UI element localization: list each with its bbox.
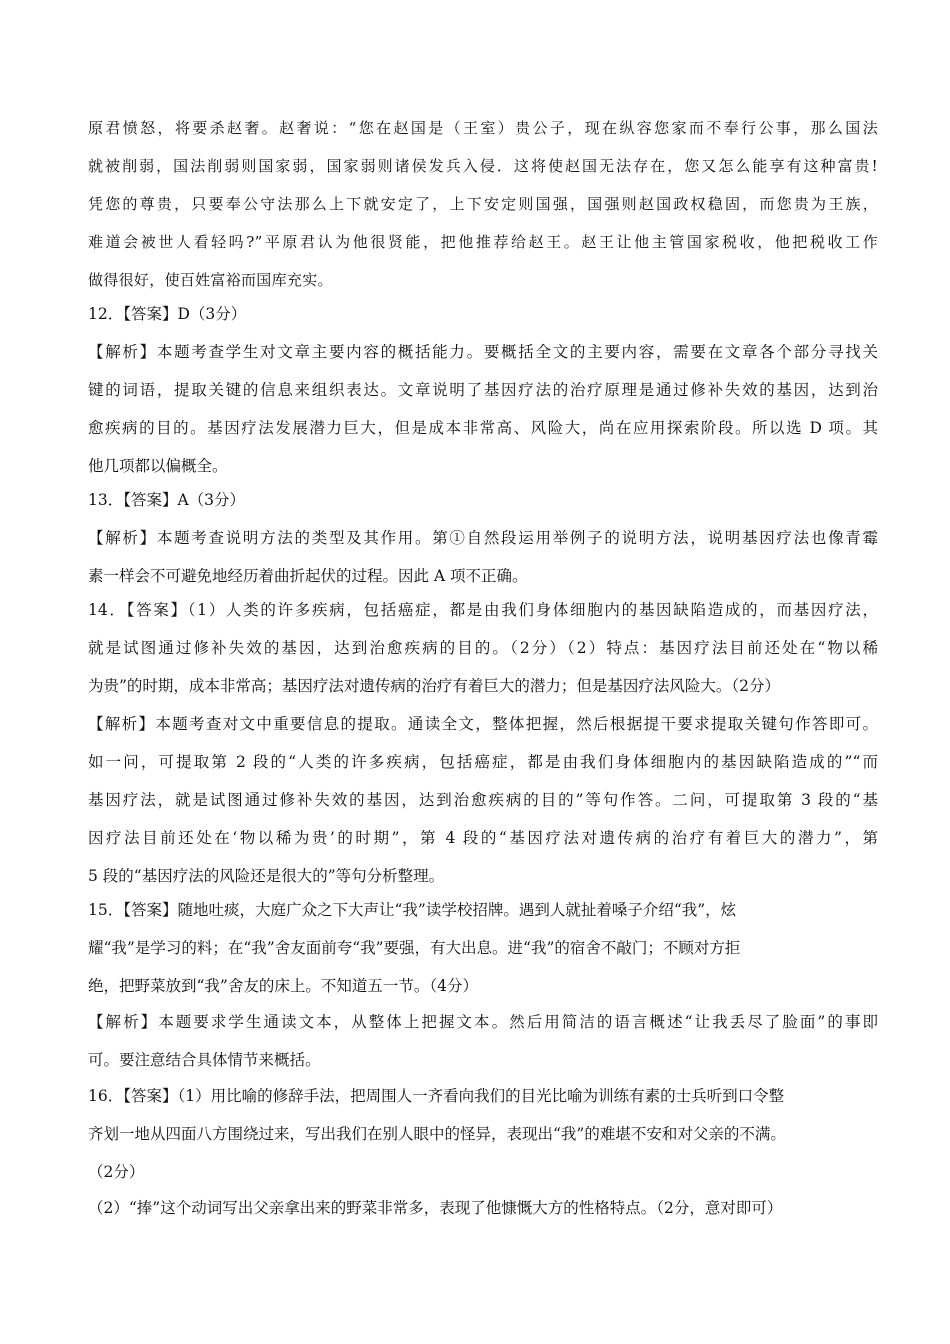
text-line: （2分）	[88, 1163, 145, 1181]
text-line: 愈疾病的目的。基因疗法发展潜力巨大，但是成本非常高、风险大，尚在应用探索阶段。所以选 D 项。其	[88, 419, 878, 437]
text-line: 素一样会不可避免地经历着曲折起伏的过程。因此 A 项不正确。	[88, 567, 528, 585]
text-line: 为贵”的时期，成本非常高；基因疗法对遗传病的治疗有着巨大的潜力；但是基因疗法风险大。（2分）	[88, 677, 781, 695]
answer-heading: 16．【答案】（1）用比喻的修辞手法，把周围人一齐看向我们的目光比喻为训练有素的士兵听到口令整	[88, 1087, 785, 1105]
text-line: 做得很好，使百姓富裕而国库充实。	[88, 271, 333, 289]
text-line: 【解析】本题考查学生对文章主要内容的概括能力。要概括全文的主要内容，需要在文章各个部分寻找关	[88, 343, 878, 361]
text-line: 就被削弱，国法削弱则国家弱，国家弱则诸侯发兵入侵．这将使赵国无法存在，您又怎么能享有这种富贵!	[88, 157, 878, 175]
text-line: 【解析】本题要求学生通读文本，从整体上把握文本。然后用简洁的语言概述“让我丢尽了脸面”的事即	[88, 1013, 878, 1031]
text-line: 5 段的“基因疗法的风险还是很大的”等句分析整理。	[88, 867, 445, 885]
answer-heading: 13．【答案】A（3分）	[88, 491, 246, 509]
text-line: 可。要注意结合具体情节来概括。	[88, 1051, 321, 1069]
text-line: 难道会被世人看轻吗?”平原君认为他很贤能，把他推荐给赵王。赵王让他主管国家税收，他把税收工作	[88, 233, 878, 251]
text-line: 【解析】本题考查对文中重要信息的提取。通读全文，整体把握，然后根据提干要求提取关键句作答即可。	[88, 715, 878, 733]
text-line: 齐划一地从四面八方围绕过来，写出我们在别人眼中的怪异，表现出“我”的难堪不安和对父亲的不满。	[88, 1125, 786, 1143]
text-line: 耀“我”是学习的料；在“我”舍友面前夸“我”要强，有大出息。进“我”的宿舍不敲门；不顾对方拒	[88, 939, 741, 957]
answer-heading: 14．【答案】（1）人类的许多疾病，包括癌症，都是由我们身体细胞内的基因缺陷造成的，而基因疗法，	[88, 601, 878, 619]
text-line: 绝，把野菜放到“我”舍友的床上。不知道五一节。（4分）	[88, 977, 478, 995]
text-line: 凭您的尊贵，只要奉公守法那么上下就安定了，上下安定则国强，国强则赵国政权稳固，而您贵为王族，	[88, 195, 878, 213]
text-line: 他几项都以偏概全。	[88, 457, 228, 475]
text-line: 如一问，可提取第 2 段的“人类的许多疾病，包括癌症，都是由我们身体细胞内的基因缺陷造成的”“而	[88, 753, 878, 771]
text-line: 就是试图通过修补失效的基因，达到治愈疾病的目的。（2分）（2）特点：基因疗法目前还处在“物以稀	[88, 639, 878, 657]
answer-heading: 12．【答案】D（3分）	[88, 305, 247, 323]
text-line: 原君愤怒，将要杀赵奢。赵奢说：“您在赵国是（王室）贵公子，现在纵容您家而不奉行公事，那么国法	[88, 119, 878, 137]
answer-heading: 15．【答案】随地吐痰，大庭广众之下大声让“我”读学校招牌。遇到人就扯着嗓子介绍“我”，炫	[88, 901, 737, 919]
text-line: 键的词语，提取关键的信息来组织表达。文章说明了基因疗法的治疗原理是通过修补失效的基因，达到治	[88, 381, 878, 399]
text-line: （2）“捧”这个动词写出父亲拿出来的野菜非常多，表现了他慷慨大方的性格特点。（2分，意对即可）	[88, 1199, 783, 1217]
text-line: 基因疗法，就是试图通过修补失效的基因，达到治愈疾病的目的”等句作答。二问，可提取第 3 段的“基	[88, 791, 878, 809]
text-line: 因疗法目前还处在‘物以稀为贵’的时期”，第 4 段的“基因疗法对遗传病的治疗有着巨大的潜力”，第	[88, 829, 878, 847]
text-line: 【解析】本题考查说明方法的类型及其作用。第①自然段运用举例子的说明方法，说明基因疗法也像青霉	[88, 529, 878, 547]
